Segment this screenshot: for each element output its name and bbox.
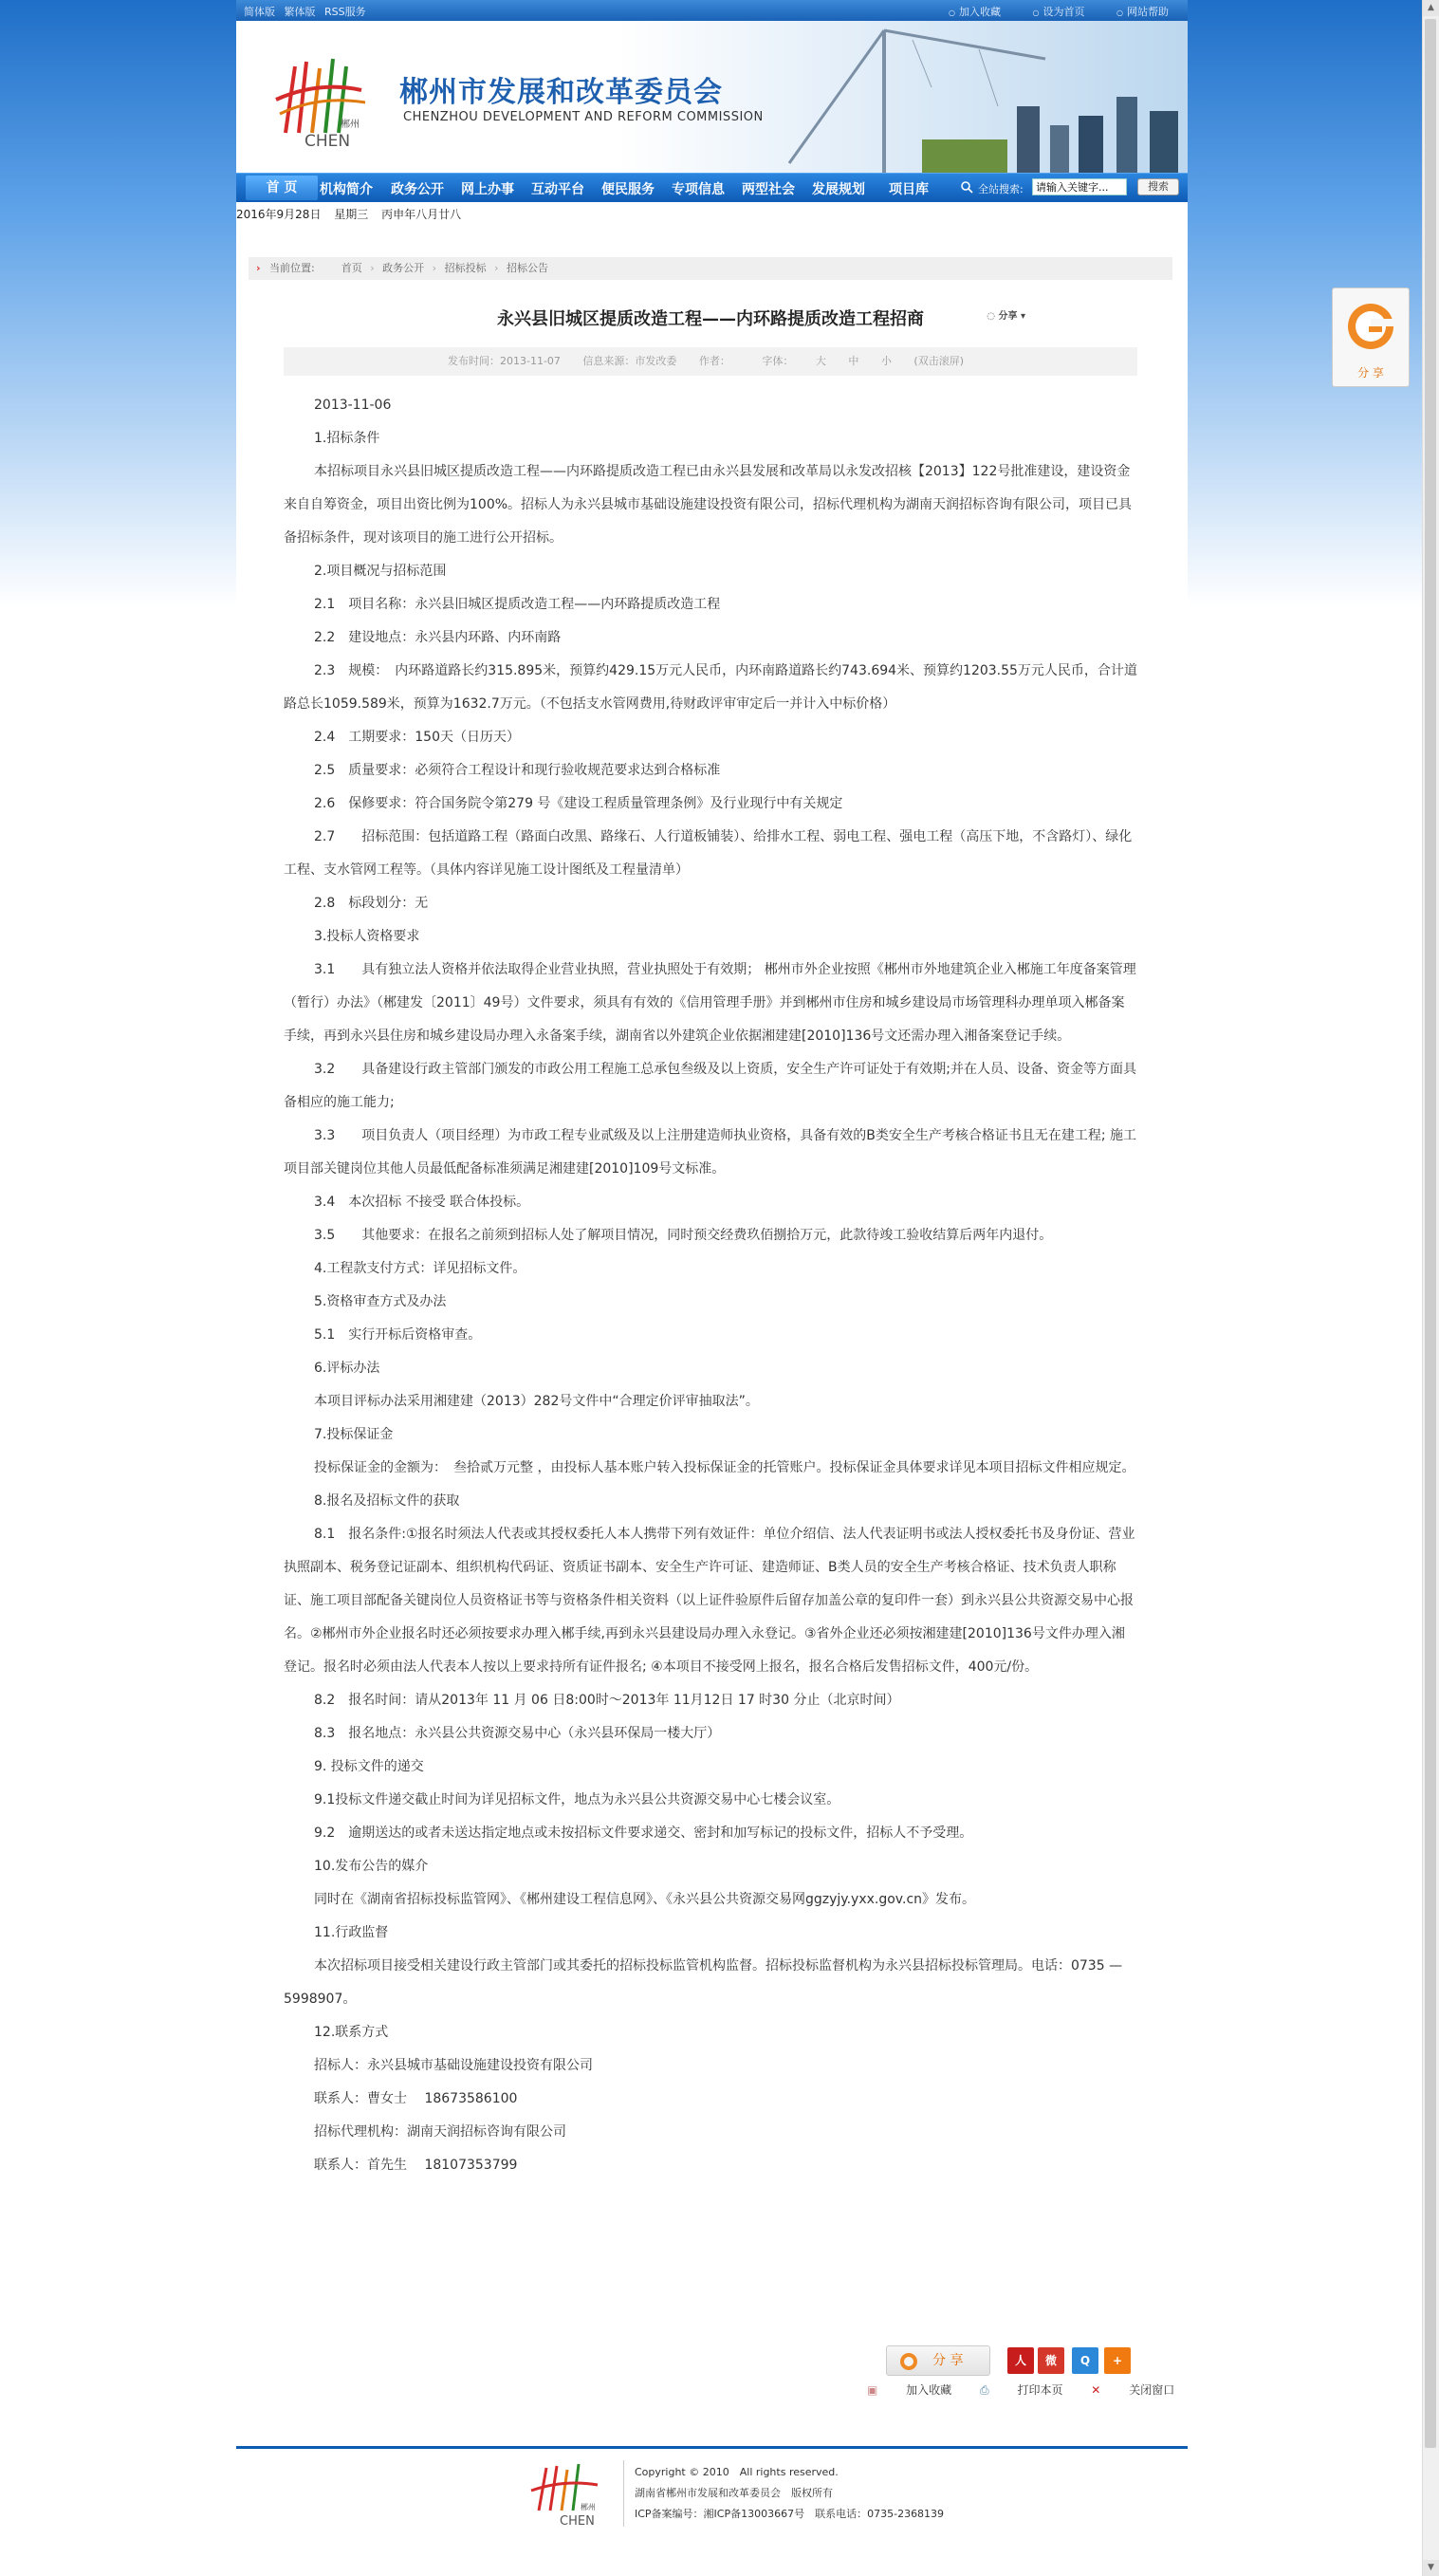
breadcrumb-home[interactable]: 首页 xyxy=(341,262,362,274)
svg-text:CHEN: CHEN xyxy=(304,132,351,151)
search-input[interactable] xyxy=(1032,178,1127,195)
article-paragraph: 2.3 规模： 内环路道路长约315.895米，预算约429.15万元人民币，内环南路道路长约743.694米、预算约1203.55万元人民币，合计道路总长1059.589米，预算为1632.7万元。（不包括支水管网费用,待财政评审审定后一并计入中标价格） xyxy=(284,663,1137,712)
footer xyxy=(236,2446,1188,2544)
article-paragraph: 2.7 招标范围：包括道路工程（路面白改黑、路缘石、人行道板铺装）、给排水工程、弱电工程、强电工程（高压下地，不含路灯）、绿化工程、支水管网工程等。（具体内容详见施工设计图纸及工程量清单） xyxy=(284,829,1133,878)
nav-item-special-info[interactable]: 专项信息 xyxy=(672,182,725,197)
footer-owner: 湖南省郴州市发展和改革委员会 版权所有 xyxy=(635,2487,833,2499)
search-icon xyxy=(960,180,973,194)
close-window-action[interactable] xyxy=(1091,2383,1174,2397)
site-title: 郴州市发展和改革委员会 xyxy=(399,76,723,109)
article-paragraph: 2.1 项目名称：永兴县旧城区提质改造工程——内环路提质改造工程 xyxy=(314,597,721,612)
article-paragraph: 联系人：曹女士 18673586100 xyxy=(314,2091,518,2106)
article-paragraph: 3.3 项目负责人（项目经理）为市政工程专业贰级及以上注册建造师执业资格，具备有效的B类安全生产考核合格证书且无在建工程; 施工项目部关键岗位其他人员最低配备标准须满足湘建建[2010]109号文标准。 xyxy=(284,1128,1137,1177)
nav-item-about[interactable]: 机构简介 xyxy=(320,182,373,197)
article-meta xyxy=(284,347,1137,376)
breadcrumb-gov-affairs[interactable]: 政务公开 xyxy=(382,262,425,274)
breadcrumb-label: 当前位置: xyxy=(269,262,315,274)
article-paragraph: 5.资格审查方式及办法 xyxy=(314,1294,447,1309)
svg-text:CHEN: CHEN xyxy=(560,2514,595,2529)
article-paragraph: 本次招标项目接受相关建设行政主管部门或其委托的招标投标监管机构监督。招标投标监督机构为永兴县招标投标管理局。电话：0735 — 5998907。 xyxy=(284,1958,1123,2007)
article-paragraph: 2.4 工期要求：150天（日历天） xyxy=(314,730,520,745)
nav-item-online-service[interactable]: 网上办事 xyxy=(461,182,514,197)
font-small-button[interactable]: 小 xyxy=(880,355,892,367)
article-paragraph: 2.5 质量要求：必须符合工程设计和现行验收规范要求达到合格标准 xyxy=(314,763,721,778)
top-bar xyxy=(236,0,1188,21)
share-button-label: 分 享 xyxy=(932,2353,964,2368)
nav-item-planning[interactable]: 发展规划 xyxy=(812,182,865,197)
article-paragraph: 9.2 逾期送达的或者未送达指定地点或未按招标文件要求递交、密封和加写标记的投标文件，招标人不予受理。 xyxy=(314,1825,973,1841)
footer-icp: ICP备案编号：湘ICP备13003667号 联系电话：0735-2368139 xyxy=(635,2508,945,2520)
add-favorite-label: 加入收藏 xyxy=(906,2383,952,2397)
article-paragraph: 2.6 保修要求：符合国务院令第279 号《建设工程质量管理条例》及行业现行中有关规定 xyxy=(314,796,843,811)
site-help-link[interactable]: ○ 网站帮助 xyxy=(1116,6,1169,18)
nav-item-interaction[interactable]: 互动平台 xyxy=(531,182,584,197)
share-logo-icon xyxy=(898,2351,919,2372)
article-paragraph: 12.联系方式 xyxy=(314,2025,389,2040)
share-button[interactable] xyxy=(886,2345,990,2376)
site-logo-icon[interactable] xyxy=(267,47,380,152)
share-mini-label: 分享 xyxy=(998,311,1018,322)
date-bar xyxy=(236,202,1188,227)
scroll-hint[interactable]: (双击滚屏) xyxy=(913,355,965,367)
current-weekday: 星期三 xyxy=(334,208,369,221)
article-paragraph: 2.8 标段划分：无 xyxy=(314,896,429,911)
article-paragraph: 8.3 报名地点：永兴县公共资源交易中心（永兴县环保局一楼大厅） xyxy=(314,1726,721,1741)
scroll-down-icon[interactable]: ▼ xyxy=(1423,2560,1439,2576)
floating-share-label: 分 享 xyxy=(1357,366,1384,380)
article-paragraph: 3.投标人资格要求 xyxy=(314,929,420,944)
print-action[interactable] xyxy=(980,2383,1066,2397)
article-paragraph: 投标保证金的金额为： 叁拾贰万元整 ，由投标人基本账户转入投标保证金的托管账户。投标保证金具体要求详见本项目招标文件相应规定。 xyxy=(314,1460,1135,1475)
site-title-english: CHENZHOU DEVELOPMENT AND REFORM COMMISSION xyxy=(403,110,764,124)
article-paragraph: 2013-11-06 xyxy=(314,398,392,413)
floating-share-widget[interactable] xyxy=(1332,287,1410,387)
breadcrumb-bidding[interactable]: 招标投标 xyxy=(444,262,487,274)
article-paragraph: 8.报名及招标文件的获取 xyxy=(314,1493,460,1509)
article-paragraph: 4.工程款支付方式：详见招标文件。 xyxy=(314,1261,526,1276)
nav-item-two-type-society[interactable]: 两型社会 xyxy=(742,182,795,197)
article-paragraph: 3.2 具备建设行政主管部门颁发的市政公用工程施工总承包叁级及以上资质，安全生产许可证处于有效期;并在人员、设备、资金等方面具备相应的施工能力; xyxy=(284,1062,1136,1110)
chevron-down-icon: ▾ xyxy=(1020,311,1025,322)
nav-item-gov-affairs[interactable]: 政务公开 xyxy=(391,182,444,197)
author: 作者： xyxy=(698,355,730,367)
nav-item-project-library[interactable]: 项目库 xyxy=(889,182,929,197)
breadcrumb-arrow-icon: › xyxy=(256,262,261,274)
article-paragraph: 联系人：首先生 18107353799 xyxy=(314,2158,518,2173)
vertical-scrollbar[interactable] xyxy=(1422,0,1439,2576)
print-label: 打印本页 xyxy=(1017,2383,1063,2397)
print-icon: ⎙ xyxy=(980,2383,989,2397)
add-favorite-action[interactable] xyxy=(867,2383,955,2397)
page-container xyxy=(236,0,1188,2576)
close-label: 关闭窗口 xyxy=(1129,2383,1175,2397)
set-homepage-link[interactable]: ○ 设为首页 xyxy=(1033,6,1085,18)
font-size-label: 字体： xyxy=(762,355,794,367)
footer-divider xyxy=(623,2460,624,2527)
article-paragraph: 9. 投标文件的递交 xyxy=(314,1759,424,1774)
favorite-icon: ▣ xyxy=(867,2383,878,2397)
article-body xyxy=(284,376,1137,2182)
page-actions xyxy=(867,2381,1174,2398)
article xyxy=(284,285,1137,2182)
article-paragraph: 8.1 报名条件:①报名时须法人代表或其授权委托人本人携带下列有效证件：单位介绍信、法人代表证明书或法人授权委托书及身份证、营业执照副本、税务登记证副本、组织机构代码证、资质证书副本、安全生产许可证、建造师证、B类人员的安全生产考核合格证、技术负责人职称证、施工项目部配备关键岗位人员资格证书等与资格条件相关资料（以上证件验原件后留存加盖公章的复印件一套）到永兴县公共资源交易中心报名。②郴州市外企业报名时还必须按要求办理入郴手续,再到永兴县建设局办理入永登记。③省外企业还必须按湘建建[2010]136号文件办理入湘登记。报名时必须由法人代表本人按以上要求持所有证件报名; ④本项目不接受网上报名，报名合格后发售招标文件，400元/份。 xyxy=(284,1527,1135,1675)
font-large-button[interactable]: 大 xyxy=(815,355,826,367)
share-logo-icon xyxy=(1333,288,1409,364)
share-mini-icon: ◌ xyxy=(987,311,995,322)
current-date: 2016年9月28日 xyxy=(236,208,322,221)
weibo-icon[interactable]: 微 xyxy=(1038,2347,1064,2374)
article-paragraph: 6.评标办法 xyxy=(314,1361,380,1376)
article-paragraph: 招标人：永兴县城市基础设施建设投资有限公司 xyxy=(314,2058,593,2073)
article-paragraph: 2.项目概况与招标范围 xyxy=(314,564,447,579)
scroll-up-icon[interactable]: ▲ xyxy=(1423,0,1439,16)
add-favorite-link[interactable]: ○ 加入收藏 xyxy=(949,6,1001,18)
search-button[interactable]: 搜索 xyxy=(1137,178,1179,195)
svg-text:郴州: 郴州 xyxy=(581,2503,596,2511)
info-source: 信息来源：市发改委 xyxy=(582,355,677,367)
article-paragraph: 10.发布公告的媒介 xyxy=(314,1859,429,1874)
breadcrumb-bid-notice[interactable]: 招标公告 xyxy=(506,262,548,274)
rss-link[interactable]: RSS服务 xyxy=(324,6,366,18)
main-navigation xyxy=(236,173,1188,202)
article-paragraph: 3.4 本次招标 不接受 联合体投标。 xyxy=(314,1195,530,1210)
traditional-link[interactable]: 繁体版 xyxy=(284,6,316,18)
close-icon: ✕ xyxy=(1091,2383,1101,2397)
article-paragraph: 1.招标条件 xyxy=(314,431,380,446)
article-paragraph: 8.2 报名时间：请从2013年 11 月 06 日8:00时～2013年 11月12日 17 时30 分止（北京时间） xyxy=(314,1693,900,1708)
article-paragraph: 2.2 建设地点：永兴县内环路、内环南路 xyxy=(314,630,562,645)
article-paragraph: 本项目评标办法采用湘建建（2013）282号文件中“合理定价评审抽取法”。 xyxy=(314,1394,759,1409)
scrollbar-thumb[interactable] xyxy=(1425,19,1436,2448)
people-icon[interactable]: 人 xyxy=(1007,2347,1034,2374)
article-paragraph: 9.1投标文件递交截止时间为详见招标文件，地点为永兴县公共资源交易中心七楼会议室。 xyxy=(314,1792,840,1807)
lunar-date: 丙申年八月廿八 xyxy=(381,208,462,221)
article-paragraph: 7.投标保证金 xyxy=(314,1427,394,1442)
article-paragraph: 5.1 实行开标后资格审查。 xyxy=(314,1327,482,1343)
share-mini-button[interactable] xyxy=(987,307,1025,322)
article-paragraph: 本招标项目永兴县旧城区提质改造工程——内环路提质改造工程已由永兴县发展和改革局以永发改招核【2013】122号批准建设，建设资金来自自筹资金，项目出资比例为100%。招标人为永兴县城市基础设施建设投资有限公司，招标代理机构为湖南天润招标咨询有限公司，项目已具备招标条件，现对该项目的施工进行公开招标。 xyxy=(284,464,1133,546)
more-icon[interactable]: + xyxy=(1104,2347,1131,2374)
city-skyline-image xyxy=(732,21,1188,173)
article-paragraph: 3.5 其他要求：在报名之前须到招标人处了解项目情况，同时预交经费玖佰捌拾万元，此款待竣工验收结算后两年内退付。 xyxy=(314,1228,1053,1243)
footer-logo-icon xyxy=(526,2458,611,2530)
svg-text:郴州: 郴州 xyxy=(341,120,360,130)
article-title: 永兴县旧城区提质改造工程——内环路提质改造工程招商 xyxy=(497,309,924,329)
article-paragraph: 同时在《湖南省招标投标监管网》、《郴州建设工程信息网》、《永兴县公共资源交易网ggzyjy.yxx.gov.cn》发布。 xyxy=(314,1892,976,1907)
article-paragraph: 3.1 具有独立法人资格并依法取得企业营业执照，营业执照处于有效期； 郴州市外企业按照《郴州市外地建筑企业入郴施工年度备案管理（暂行）办法》（郴建发〔2011〕49号）文件要求，须具有有效的《信用管理手册》并到郴州市住房和城乡建设局市场管理科办理单项入郴备案手续，再到永兴县住房和城乡建设局办理入永备案手续，湖南省以外建筑企业依据湘建建[2010]136号文还需办理入湘备案登记手续。 xyxy=(284,962,1136,1044)
article-paragraph: 招标代理机构：湖南天润招标咨询有限公司 xyxy=(314,2124,566,2140)
qq-icon[interactable]: Q xyxy=(1072,2347,1098,2374)
nav-item-public-service[interactable]: 便民服务 xyxy=(601,182,655,197)
footer-copyright: Copyright © 2010 All rights reserved. xyxy=(635,2466,839,2478)
nav-home[interactable]: 首 页 xyxy=(246,176,318,200)
bottom-share-bar xyxy=(886,2345,1135,2376)
breadcrumb: › 当前位置: 首页 › 政务公开 › 招标投标 › 招标公告 xyxy=(249,257,1172,280)
simplified-link[interactable]: 简体版 xyxy=(244,6,275,18)
font-medium-button[interactable]: 中 xyxy=(848,355,859,367)
search-label: 全站搜索: xyxy=(978,183,1024,195)
article-paragraph: 11.行政监督 xyxy=(314,1925,389,1940)
header-banner xyxy=(236,21,1188,173)
publish-time: 发布时间：2013-11-07 xyxy=(447,355,561,367)
